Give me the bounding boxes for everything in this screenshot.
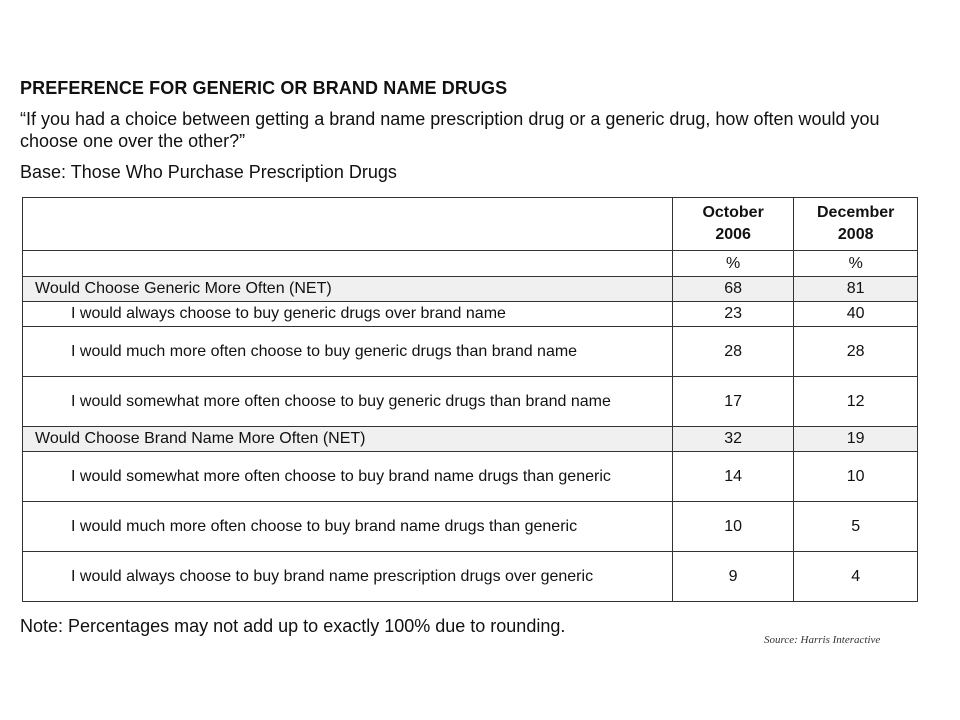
results-table [22, 197, 918, 602]
value-december-2008: 19 [794, 427, 918, 452]
column-header-line: December [817, 204, 895, 221]
column-header-line: October [702, 204, 764, 221]
table-row [23, 552, 918, 602]
row-label-text: I would always choose to buy brand name prescription drugs over generic [71, 567, 594, 585]
survey-question: “If you had a choice between getting a brand name prescription drug or a generic drug, how often would you choose one over the other?” [20, 109, 880, 151]
table-row [23, 377, 918, 427]
row-label [23, 327, 673, 377]
value-december-2008: 81 [794, 277, 918, 302]
row-label-text: I would much more often choose to buy brand name drugs than generic [71, 517, 578, 535]
source-credit: Source: Harris Interactive [764, 634, 881, 646]
value-december-2008: 4 [794, 552, 918, 602]
table-row-net-generic [23, 277, 918, 302]
table-row [23, 502, 918, 552]
row-label [23, 502, 673, 552]
survey-base: Base: Those Who Purchase Prescription Drugs [20, 162, 397, 182]
value-october-2006: 17 [672, 377, 793, 427]
table-row-net-brand [23, 427, 918, 452]
row-label-text: I would somewhat more often choose to buy generic drugs than brand name [71, 392, 611, 410]
column-header-line: 2006 [715, 226, 751, 243]
value-october-2006: 28 [672, 327, 793, 377]
unit-empty-cell [23, 251, 673, 277]
page-title: PREFERENCE FOR GENERIC OR BRAND NAME DRUGS [20, 78, 508, 98]
column-header-line: 2008 [837, 226, 874, 243]
row-label-text: I would much more often choose to buy generic drugs than brand name [71, 342, 578, 360]
value-october-2006: 68 [672, 277, 793, 302]
value-october-2006: 10 [672, 502, 793, 552]
row-label: I would always choose to buy generic drugs over brand name [23, 302, 673, 327]
unit-cell: % [672, 251, 793, 277]
unit-cell: % [794, 251, 918, 277]
value-october-2006: 23 [672, 302, 793, 327]
value-october-2006: 32 [672, 427, 793, 452]
row-label [23, 452, 673, 502]
value-october-2006: 9 [672, 552, 793, 602]
value-december-2008: 10 [794, 452, 918, 502]
table-header-row [23, 198, 918, 251]
table-row [23, 302, 918, 327]
value-december-2008: 40 [794, 302, 918, 327]
row-label [23, 552, 673, 602]
row-label: Would Choose Brand Name More Often (NET) [23, 427, 673, 452]
header-empty-cell [23, 198, 673, 251]
row-label: Would Choose Generic More Often (NET) [23, 277, 673, 302]
value-december-2008: 5 [794, 502, 918, 552]
value-december-2008: 28 [794, 327, 918, 377]
column-header-october-2006 [672, 198, 793, 251]
row-label-text: I would somewhat more often choose to buy brand name drugs than generic [71, 467, 611, 485]
unit-row [23, 251, 918, 277]
value-december-2008: 12 [794, 377, 918, 427]
value-october-2006: 14 [672, 452, 793, 502]
column-header-december-2008 [794, 198, 918, 251]
row-label [23, 377, 673, 427]
footnote: Note: Percentages may not add up to exactly 100% due to rounding. [20, 616, 566, 636]
table-row [23, 327, 918, 377]
table-row [23, 452, 918, 502]
